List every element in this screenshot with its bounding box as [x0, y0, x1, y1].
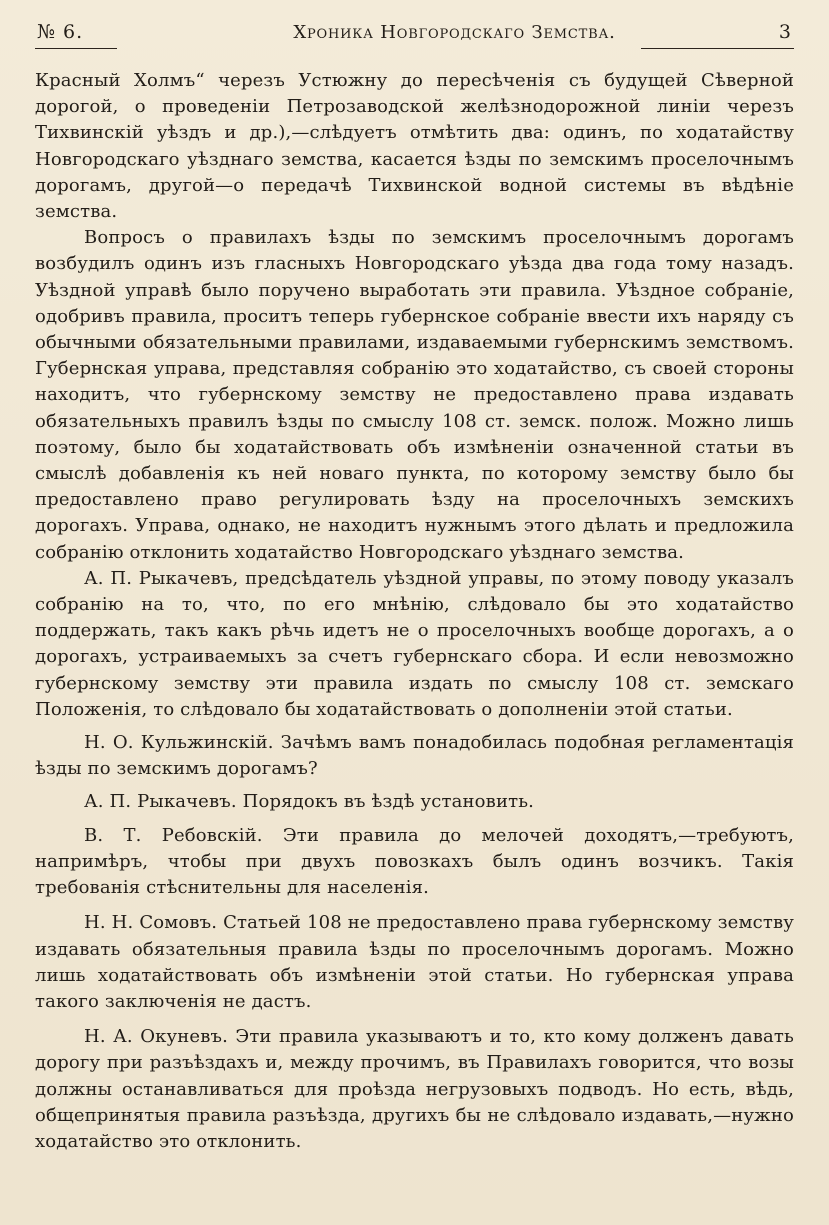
page-header: [35, 20, 794, 54]
paragraph-rebovsky-remark: В. Т. Ребовскій. Эти правила до мелочей доходятъ,—требуютъ, напримѣръ, чтобы при двухъ повозкахъ былъ одинъ возчикъ. Такія требованія стѣснительны для населенія.: [35, 824, 794, 899]
paragraph-rykachev-speech: А. П. Рыкачевъ, предсѣдатель уѣздной управы, по этому поводу указалъ собранію на то, что, по его мнѣнію, слѣдовало бы это ходатайство поддержать, такъ какъ рѣчь идетъ не о проселочныхъ вообще дорогахъ, а о дорогахъ, устраиваемыхъ за счетъ губернскаго сбора. И если невозможно губернскому земству эти правила издать по смыслу 108 ст. земскаго Положенія, то слѣдовало бы ходатайствовать о дополненіи этой статьи.: [35, 567, 794, 720]
paragraph-rykachev-reply: А. П. Рыкачевъ. Порядокъ въ ѣздѣ установить.: [84, 791, 535, 813]
paragraph-somov-remark: Н. Н. Сомовъ. Статьей 108 не предоставлено права губернскому земству издавать обязательныя правила ѣзды по проселочнымъ дорогамъ. Можно лишь ходатайствовать объ измѣненіи этой статьи. Но губернская управа такого заключенія не дастъ.: [35, 912, 794, 1012]
page-number: 3: [778, 21, 791, 43]
paragraph-continuation: Красный Холмъ“ черезъ Устюжну до пересѣченія съ будущей Сѣверной дорогой, о проведеніи Петрозаводской желѣзнодорожной линіи черезъ Тихвинскій уѣздъ и др.),—слѣдуетъ отмѣтить два: одинъ, по ходатайству Новгородскаго уѣзднаго земства, касается ѣзды по земскимъ проселочнымъ дорогамъ, другой—о передачѣ Тихвинской водной системы въ вѣдѣніе земства.: [35, 70, 794, 223]
paragraph-okunev-remark: Н. А. Окуневъ. Эти правила указываютъ и то, кто кому долженъ давать дорогу при разъѣздахъ и, между прочимъ, въ Правилахъ говорится, что возы должны останавливаться для проѣзда негрузовыхъ подводъ. Но есть, вѣдь, общепринятыя правила разъѣзда, другихъ бы не слѣдовало издавать,—нужно ходатайство это отклонить.: [35, 1026, 794, 1152]
header-rule-right: [641, 48, 794, 49]
article-body: [35, 68, 794, 1155]
running-title: Хроника Новгородскаго Земства.: [293, 22, 616, 43]
paragraph-kulzhinsky-question: Н. О. Кульжинскій. Зачѣмъ вамъ понадобилась подобная регламентація ѣзды по земскимъ дорогамъ?: [35, 732, 794, 780]
paragraph-road-rules-question: Вопросъ о правилахъ ѣзды по земскимъ проселочнымъ дорогамъ возбудилъ одинъ изъ гласныхъ Новгородскаго уѣзда два года тому назадъ. Уѣздной управѣ было поручено выработать эти правила. Уѣздное собраніе, одобривъ правила, проситъ теперь губернское собраніе ввести ихъ наряду съ обычными обязательными правилами, издаваемыми губернскимъ земствомъ. Губернская управа, представляя собранію это ходатайство, съ своей стороны находитъ, что губернскому земству не предоставлено права издавать обязательныхъ правилъ ѣзды по смыслу 108 ст. земск. полож. Можно лишь поэтому, было бы ходатайствовать объ измѣненіи означенной статьи въ смыслѣ добавленія къ ней новаго пункта, по которому земству было бы предоставлено право регулировать ѣзду на проселочныхъ земскихъ дорогахъ. Управа, однако, не находитъ нужнымъ этого дѣлать и предложила собранію отклонить ходатайство Новгородскаго уѣзднаго земства.: [35, 227, 794, 563]
issue-number: № 6.: [37, 21, 84, 43]
header-rule-left: [35, 48, 117, 49]
